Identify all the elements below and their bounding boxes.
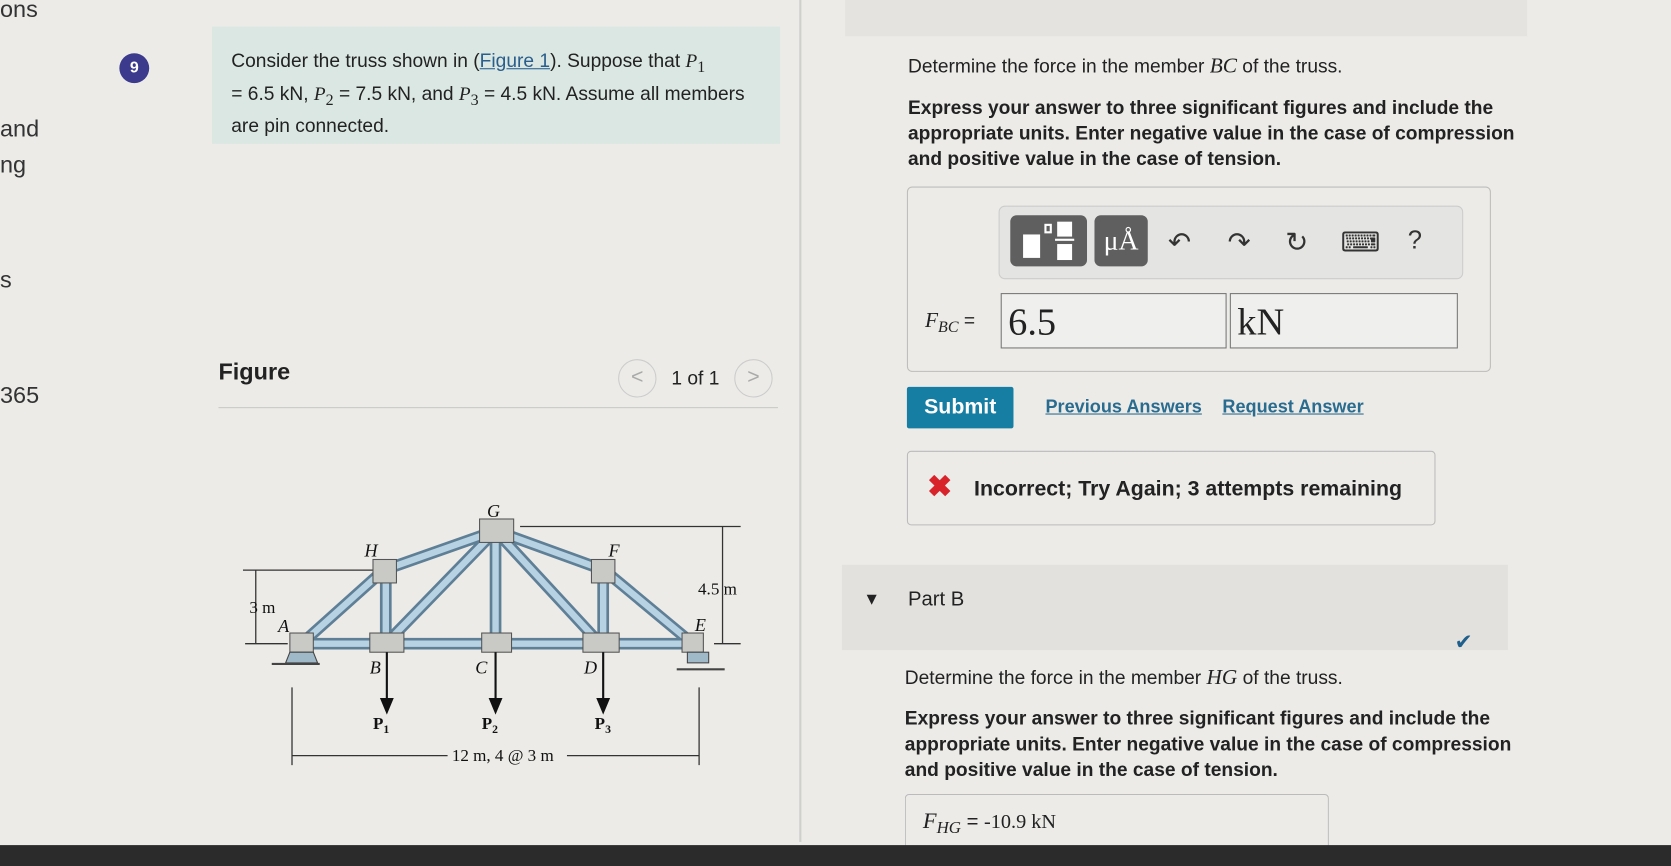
text: Determine the force in the member [907, 55, 1210, 77]
sidebar-fragment: ng [0, 151, 27, 178]
submit-button[interactable]: Submit [907, 387, 1014, 429]
sub: 2 [325, 91, 334, 109]
sub: HG [936, 819, 961, 838]
node-label-c: C [475, 657, 488, 678]
templates-button[interactable] [1010, 215, 1087, 266]
part-b-instructions: Express your answer to three significant figures and include the appropriate units. Enter negative value in the case of compression and positive value in the case of tension. [904, 707, 1512, 781]
feedback-text: Incorrect; Try Again; 3 attempts remaining [974, 477, 1403, 501]
reset-icon[interactable]: ↻ [1285, 225, 1309, 258]
part-header-bar [845, 0, 1527, 36]
load-arrows [382, 652, 609, 712]
answer-value: -10.9 kN [984, 810, 1057, 834]
part-b-title: Part B [907, 588, 965, 611]
load-label-p1 [373, 714, 389, 736]
p: P [372, 713, 384, 733]
keyboard-icon[interactable]: ⌨ [1340, 225, 1381, 258]
eq: = [963, 310, 976, 332]
node-label-d: D [584, 657, 598, 678]
dim-3m: 3 m [249, 597, 276, 617]
dim-4-5m: 4.5 m [698, 579, 737, 599]
sub: 3 [470, 91, 479, 109]
completed-check-icon: ✔ [1454, 630, 1473, 655]
answer-variable-label [925, 309, 975, 337]
panel-divider [799, 0, 801, 842]
sub: 1 [383, 723, 390, 737]
supports [272, 652, 725, 669]
units-input[interactable]: kN [1230, 293, 1458, 348]
part-b-question [905, 665, 1343, 691]
node-label-f: F [608, 540, 620, 561]
next-figure-button[interactable]: > [734, 359, 772, 397]
text: of the truss. [1236, 55, 1343, 77]
part-b-answer-box [905, 794, 1329, 848]
previous-answers-link[interactable]: Previous Answers [1045, 396, 1202, 417]
text: = 7.5 kN, and [333, 82, 459, 105]
sub: BC [938, 319, 959, 337]
part-b-header[interactable] [842, 565, 1508, 655]
node-label-g: G [487, 500, 501, 521]
collapse-caret-icon[interactable]: ▼ [863, 590, 881, 609]
p3: P [458, 82, 471, 105]
part-a-instructions: Express your answer to three significant figures and include the appropriate units. Enter negative value in the case of compression and positive value in the case of tension. [907, 96, 1515, 170]
figure-title: Figure [218, 358, 291, 385]
node-label-h: H [364, 540, 378, 561]
eq: = [966, 810, 979, 834]
truss-figure [0, 0, 799, 842]
p: P [481, 713, 493, 733]
sub: 3 [605, 723, 611, 737]
var: F [925, 309, 939, 333]
node-label-b: B [369, 657, 381, 678]
incorrect-x-icon: ✖ [927, 469, 953, 504]
text: = 6.5 kN, [231, 82, 314, 105]
sub: 1 [697, 59, 706, 77]
math-toolbar [999, 206, 1464, 280]
sidebar-fragment: ons [0, 0, 38, 23]
value-input[interactable]: 6.5 [1001, 293, 1227, 348]
load-label-p3 [595, 714, 611, 736]
sidebar-fragment: and [0, 115, 40, 142]
node-label-a: A [278, 615, 290, 636]
sub: 2 [492, 723, 498, 737]
member: HG [1206, 666, 1238, 690]
text: Determine the force in the member [904, 667, 1207, 689]
undo-icon[interactable]: ↶ [1168, 225, 1192, 258]
text: = 4.5 kN. Assume all members are pin connected. [231, 82, 745, 137]
text: of the truss. [1237, 667, 1343, 689]
p2: P [313, 82, 326, 105]
page-indicator: 1 of 1 [671, 367, 720, 389]
question-number-badge: 9 [119, 53, 149, 83]
node-label-e: E [694, 614, 706, 635]
figure-link[interactable]: Figure 1 [479, 50, 551, 72]
load-label-p2 [482, 714, 498, 736]
text: Consider the truss shown in ( [231, 50, 480, 72]
sidebar-fragment: 365 [0, 381, 40, 409]
member: BC [1209, 54, 1237, 78]
prev-figure-button[interactable]: < [618, 359, 656, 397]
sidebar-fragment: s [0, 266, 12, 294]
feedback-box [907, 451, 1436, 526]
p: P [594, 713, 606, 733]
text: ). Suppose that [550, 50, 686, 72]
screen-bezel [0, 845, 1671, 866]
truss-member-highlight [302, 531, 693, 644]
var: F [922, 807, 937, 834]
help-icon[interactable]: ? [1407, 225, 1423, 255]
dim-span: 12 m, 4 @ 3 m [451, 745, 554, 765]
part-b-answer [923, 808, 1056, 839]
units-button[interactable]: μÅ [1094, 215, 1147, 266]
p1: P [685, 50, 698, 72]
part-a-question [908, 53, 1343, 79]
request-answer-link[interactable]: Request Answer [1222, 396, 1364, 417]
redo-icon[interactable]: ↷ [1227, 225, 1251, 258]
